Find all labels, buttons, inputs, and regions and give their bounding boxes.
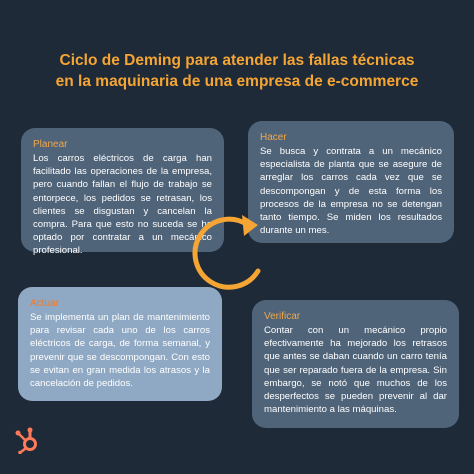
card-verificar-label: Verificar (264, 311, 301, 322)
page-title (40, 50, 434, 92)
card-actuar-text: Se implementa un plan de mantenimiento para revisar cada uno de los carros eléctricos de carga, de forma semanal, y prevenir que se descompongan. Con esto se evitan en gran medida los atrasos y la cancelación de pedidos. (30, 312, 210, 390)
card-hacer-text: Se busca y contrata a un mecánico especialista de planta que se asegure de arreglar los carros cada vez que se descompongan y de esta forma los procesos de la empresa no se detengan tanto tiempo. Se miden los resultados durante un mes. (260, 146, 442, 237)
card-verificar-text: Contar con un mecánico propio efectivamente ha mejorado los retrasos que antes se daban cuando un carro tenía que ser reparado fuera de la empresa. Sin embargo, se notó que muchos de los desperfectos se pueden prevenir al dar mantenimiento a las máquinas. (264, 325, 447, 416)
card-verificar (252, 300, 459, 428)
title-line-1: Ciclo de Deming para atender las fallas técnicas (59, 52, 415, 69)
circular-arrow-icon (190, 211, 270, 303)
card-hacer (248, 121, 454, 243)
card-actuar (18, 287, 222, 401)
hubspot-logo-icon (14, 426, 40, 454)
card-planear-label: Planear (33, 139, 68, 150)
card-actuar-label: Actuar (30, 298, 59, 309)
card-planear-text: Los carros eléctricos de carga han facilitado las operaciones de la empresa, pero cuando fallan el flujo de trabajo se entorpece, los pedidos se retrasan, los clientes se disgustan y cancelan la compra. Para que esto no suceda se ha optado por contratar a un mecánico profesional. (33, 153, 212, 257)
title-line-2: en la maquinaria de una empresa de e-commerce (55, 73, 419, 90)
card-hacer-label: Hacer (260, 132, 287, 143)
